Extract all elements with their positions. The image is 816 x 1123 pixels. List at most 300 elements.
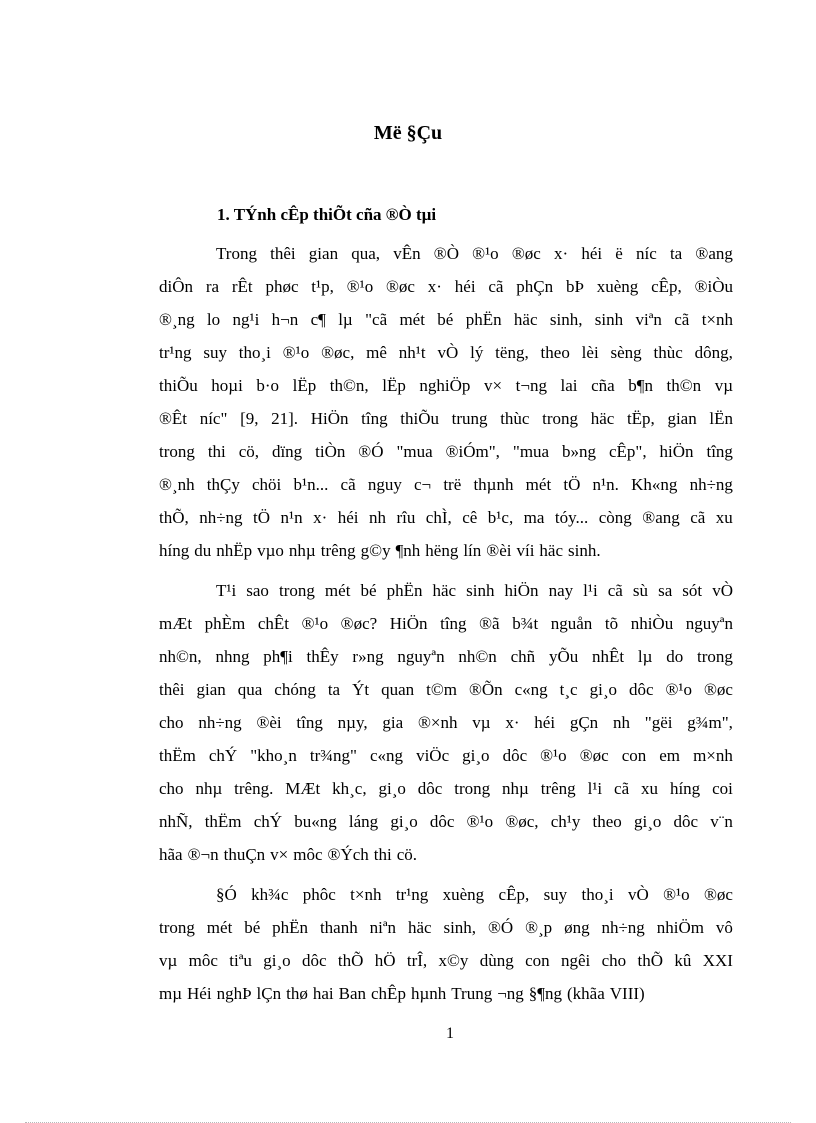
word: vÒ: [712, 581, 733, 600]
word: ®¹o: [665, 680, 693, 699]
word: cê: [462, 508, 478, 527]
word: lín: [463, 541, 482, 560]
paragraph: [159, 878, 733, 1010]
word: vÒ: [437, 343, 459, 362]
word: tõ: [604, 614, 619, 633]
word: ma: [523, 508, 545, 527]
word: gi¸o: [633, 812, 662, 831]
word: lai: [560, 376, 578, 395]
word: nhËp: [216, 541, 253, 560]
word: ®øc: [579, 746, 609, 765]
word: chÝ: [208, 746, 238, 765]
word: qua: [237, 680, 263, 699]
word: nhµ: [502, 779, 529, 798]
word: hµnh: [410, 984, 447, 1003]
paragraph-line: [159, 435, 733, 468]
word: nhng: [215, 647, 250, 666]
word: h¬n: [271, 310, 299, 329]
word: nguyªn: [397, 647, 445, 666]
paragraph-line: [159, 402, 733, 435]
word: coi: [712, 779, 733, 798]
word: thiÕu: [400, 409, 439, 428]
word: ®øc,: [505, 812, 539, 831]
word: viªn: [635, 310, 662, 329]
word: mét: [324, 581, 351, 600]
word: chÊp: [371, 984, 406, 1003]
word: hiÖn: [659, 442, 694, 461]
word: lÇn: [256, 984, 282, 1003]
word: cÊp,: [651, 277, 682, 296]
word: "kho¸n: [250, 746, 297, 765]
word: b»ng: [562, 442, 597, 461]
word: vÒ: [627, 885, 649, 904]
word: gian: [667, 409, 697, 428]
word: gi¸o: [390, 812, 418, 831]
paragraph-line: [159, 270, 733, 303]
word: ¬ng: [497, 984, 524, 1003]
word: cö.: [396, 845, 418, 864]
word: ®¸p: [525, 918, 553, 937]
word: ®¹o: [472, 244, 499, 263]
word: tiªu: [229, 951, 252, 970]
word: dôc: [502, 746, 528, 765]
word: nhµ: [288, 541, 316, 560]
word: v¨n: [710, 812, 733, 831]
word: nh: [612, 713, 630, 732]
word: c«ng: [514, 680, 548, 699]
word: thµnh: [473, 475, 514, 494]
word: l¹i: [583, 581, 598, 600]
paragraph-line: [159, 706, 733, 739]
word: héi: [337, 508, 359, 527]
word: ®èi: [486, 541, 512, 560]
word: nhiÒu: [630, 614, 674, 633]
word: cã: [488, 277, 504, 296]
word: do: [666, 647, 684, 666]
word: vµ: [159, 951, 178, 970]
word: cÊp,: [498, 885, 530, 904]
word: ®Ó: [358, 442, 384, 461]
word: chÊt: [257, 614, 289, 633]
word: héi: [534, 713, 556, 732]
word: dôc: [628, 680, 654, 699]
word: nµy,: [337, 713, 368, 732]
word: ë: [615, 244, 623, 263]
word: "cã: [365, 310, 388, 329]
word: em: [659, 746, 681, 765]
word: b¹c,: [487, 508, 514, 527]
word: gi¸o: [462, 746, 490, 765]
word: HiÖn: [310, 409, 349, 428]
word: T¹i: [216, 581, 237, 600]
word: b·o: [256, 376, 280, 395]
word: l¹i: [587, 779, 603, 798]
paragraph-line: [159, 640, 733, 673]
word: mÆt: [159, 614, 193, 633]
word: nhÑ,: [159, 812, 193, 831]
word: níc": [199, 409, 228, 428]
word: lý: [470, 343, 484, 362]
word: x·: [505, 713, 520, 732]
word: x·: [553, 244, 569, 263]
word: lËn: [709, 409, 733, 428]
paragraph-line: [159, 336, 733, 369]
word: "mua: [396, 442, 433, 461]
word: vô: [715, 918, 733, 937]
word: ®Ò: [433, 244, 459, 263]
word: t¸c: [559, 680, 578, 699]
word: ®¹o: [282, 343, 310, 362]
word: [9,: [240, 409, 259, 428]
word: dôc: [673, 812, 699, 831]
word: ®×nh: [417, 713, 458, 732]
word: trung: [451, 409, 488, 428]
word: thuÇn: [223, 845, 266, 864]
word: ra: [205, 277, 220, 296]
word: bé: [437, 310, 454, 329]
word: ngêi: [560, 951, 591, 970]
word: du: [194, 541, 212, 560]
word: vÊn: [393, 244, 421, 263]
word: mµ: [159, 984, 183, 1003]
paragraph: [159, 237, 733, 567]
word: cho: [159, 779, 184, 798]
word: gi¸o: [589, 680, 617, 699]
word: phôc: [302, 885, 336, 904]
word: trong: [454, 779, 491, 798]
word: phÈm: [204, 614, 246, 633]
word: trong: [278, 581, 315, 600]
word: x©y: [438, 951, 469, 970]
word: cña: [591, 376, 615, 395]
word: níc: [636, 244, 657, 263]
word: ®øc: [386, 277, 415, 296]
word: gia: [382, 713, 404, 732]
word: mét: [525, 475, 552, 494]
word: quan: [381, 680, 415, 699]
word: Héi: [187, 984, 212, 1003]
word: XXI: [702, 951, 733, 970]
word: còng: [598, 508, 632, 527]
word: trong: [697, 647, 733, 666]
word: VIII): [609, 984, 645, 1003]
word: kû: [674, 951, 692, 970]
word: ®øc: [511, 244, 541, 263]
word: häc: [539, 541, 564, 560]
word: v×: [270, 845, 289, 864]
word: sinh,: [443, 918, 477, 937]
word: héi: [454, 277, 476, 296]
word: ph¶i: [263, 647, 293, 666]
word: th©n: [666, 376, 702, 395]
word: theo: [592, 812, 622, 831]
word: lËp: [292, 376, 317, 395]
word: trong: [542, 409, 579, 428]
word: t©m: [426, 680, 457, 699]
word: cã: [674, 310, 690, 329]
word: b¶n: [628, 376, 653, 395]
word: ®iÓm",: [445, 442, 500, 461]
word: §Ó: [216, 885, 237, 904]
word: tr¹ng: [159, 343, 192, 362]
word: kh¸c,: [332, 779, 367, 798]
word: trong: [159, 442, 195, 461]
word: cã: [614, 779, 630, 798]
word: gian: [196, 680, 226, 699]
word: tho¸i: [581, 885, 614, 904]
word: thÊy: [306, 647, 339, 666]
word: gÇn: [569, 713, 599, 732]
paragraph-line: [159, 468, 733, 501]
word: tÖ: [253, 508, 271, 527]
word: "mua: [512, 442, 550, 461]
word: mét: [206, 918, 233, 937]
word: rÊt: [231, 277, 253, 296]
word: ®øc?: [340, 614, 378, 633]
word: tho¸i: [238, 343, 271, 362]
word: HiÖn: [389, 614, 428, 633]
word: tîng: [440, 614, 467, 633]
paragraph-line: [159, 501, 733, 534]
word: yÕu: [548, 647, 579, 666]
word: sinh: [594, 310, 624, 329]
word: thêi: [270, 244, 296, 263]
word: cho: [601, 951, 627, 970]
paragraph-line: [159, 805, 733, 838]
word: gi¸o: [263, 951, 291, 970]
paragraph-line: [159, 977, 733, 1010]
word: thi: [373, 845, 392, 864]
word: bÞ: [565, 277, 584, 296]
paragraph: [159, 574, 733, 871]
word: cã: [690, 508, 706, 527]
page-number: 1: [446, 1025, 454, 1042]
word: suy: [203, 343, 227, 362]
word: ®ang: [695, 244, 733, 263]
word: viÖc: [416, 746, 450, 765]
word: häc: [513, 310, 538, 329]
word: ®Ó: [487, 918, 514, 937]
word: con: [621, 746, 647, 765]
word: mê: [366, 343, 387, 362]
word: Trong: [216, 244, 257, 263]
word: ®¹o: [663, 885, 690, 904]
word: sao: [246, 581, 269, 600]
word: kh¾c: [251, 885, 289, 904]
word: m×nh: [693, 746, 733, 765]
word: ta: [669, 244, 683, 263]
word: ®¹o: [346, 277, 374, 296]
word: thø: [286, 984, 308, 1003]
paragraph-line: [159, 739, 733, 772]
word: thiÕu: [159, 376, 198, 395]
word: hoµi: [211, 376, 243, 395]
word: láng: [348, 812, 379, 831]
word: th©n,: [329, 376, 369, 395]
word: ¶nh: [395, 541, 421, 560]
word: qua,: [351, 244, 381, 263]
word: sinh.: [568, 541, 601, 560]
word: híng: [669, 779, 701, 798]
word: thÇy: [206, 475, 240, 494]
word: theo: [540, 343, 570, 362]
word: lËp: [382, 376, 406, 395]
section-heading: 1. TÝnh cÊp thiÕt cña ®Ò tµi: [217, 205, 437, 224]
word: trêng.: [234, 779, 274, 798]
word: ®øc: [703, 885, 733, 904]
word: nghÞ: [216, 984, 252, 1003]
word: tóy...: [554, 508, 589, 527]
word: Kh«ng: [631, 475, 678, 494]
word: thanh: [319, 918, 358, 937]
word: ng¹i: [232, 310, 260, 329]
paragraph-line: [159, 911, 733, 944]
word: cÊp",: [608, 442, 647, 461]
word: tËp,: [626, 409, 655, 428]
word: con: [525, 951, 550, 970]
word: nh÷ng: [199, 508, 243, 527]
word: bé: [244, 918, 261, 937]
word: thêi: [159, 680, 185, 699]
word: phËn: [465, 310, 502, 329]
word: ®Êt: [159, 409, 188, 428]
word: vµo: [257, 541, 284, 560]
word: mét: [399, 310, 425, 329]
word: t¬ng: [515, 376, 547, 395]
word: ®¸nh: [159, 475, 195, 494]
word: hãa: [159, 845, 183, 864]
word: xuèng: [442, 885, 485, 904]
word: lµ: [637, 647, 653, 666]
word: g©y: [360, 541, 391, 560]
word: sót: [682, 581, 703, 600]
paragraph-line: [159, 838, 733, 871]
word: phÇn: [516, 277, 554, 296]
word: thËm: [159, 746, 196, 765]
word: §¶ng: [528, 984, 562, 1003]
word: chñ: [510, 647, 536, 666]
word: dùng: [479, 951, 514, 970]
word: nhÊt: [592, 647, 625, 666]
word: nh¹t: [398, 343, 426, 362]
word: dôc: [429, 812, 455, 831]
word: c«ng: [369, 746, 404, 765]
word: thi: [207, 442, 226, 461]
word: thÕ,: [159, 508, 189, 527]
word: b¹n...: [293, 475, 329, 494]
paragraph-gap: [159, 871, 733, 878]
body-text: [159, 237, 733, 1010]
word: trong: [159, 918, 195, 937]
word: x·: [427, 277, 442, 296]
word: nghiÖp: [419, 376, 471, 395]
word: t×nh: [701, 310, 733, 329]
word: ®ang: [642, 508, 680, 527]
word: tîng: [706, 442, 733, 461]
paragraph-line: [159, 369, 733, 402]
word: dông,: [694, 343, 733, 362]
word: dïng: [271, 442, 303, 461]
word: nh÷ng: [601, 918, 645, 937]
paragraph-line: [159, 574, 733, 607]
word: "gëi: [644, 713, 673, 732]
word: nh÷ng: [198, 713, 242, 732]
word: häc: [590, 409, 615, 428]
word: thùc: [500, 409, 530, 428]
word: trë: [443, 475, 462, 494]
word: sinh,: [549, 310, 583, 329]
word: cho: [159, 713, 184, 732]
paragraph-line: [159, 237, 733, 270]
word: lèi: [581, 343, 599, 362]
word: chÌ,: [425, 508, 452, 527]
word: thÕ: [637, 951, 663, 970]
paragraph-line: [159, 772, 733, 805]
word: ®Õn: [468, 680, 503, 699]
word: phËn: [386, 581, 423, 600]
word: nh©n,: [159, 647, 202, 666]
paragraph-line: [159, 303, 733, 336]
paragraph-line: [159, 607, 733, 640]
word: v×: [483, 376, 503, 395]
word: cã: [607, 581, 623, 600]
word: (khãa: [567, 984, 605, 1003]
word: chóng: [274, 680, 316, 699]
word: rîu: [396, 508, 416, 527]
word: hai: [312, 984, 334, 1003]
word: bu«ng: [294, 812, 337, 831]
word: Ban: [338, 984, 367, 1003]
word: dôc: [417, 779, 443, 798]
word: häc: [432, 581, 457, 600]
word: c¶: [310, 310, 326, 329]
word: gian: [308, 244, 339, 263]
word: tiÒn: [315, 442, 346, 461]
word: hiÖn: [504, 581, 539, 600]
page-title: Më §Çu: [373, 122, 443, 144]
word: tëng,: [495, 343, 529, 362]
word: tîng: [296, 713, 323, 732]
word: nguy: [367, 475, 402, 494]
word: n¹n: [280, 508, 303, 527]
word: ®¬n: [187, 845, 219, 864]
word: tîng: [361, 409, 388, 428]
paragraph-line: [159, 944, 733, 977]
word: héi: [581, 244, 603, 263]
word: trêng: [540, 779, 576, 798]
word: ®¹o: [466, 812, 494, 831]
word: môc: [293, 845, 323, 864]
word: cö,: [238, 442, 260, 461]
word: Ýt: [352, 680, 370, 699]
word: sèng: [610, 343, 642, 362]
word: tr¹ng: [395, 885, 429, 904]
word: ®iÒu: [694, 277, 733, 296]
word: môc: [188, 951, 218, 970]
paragraph-gap: [159, 567, 733, 574]
word: nh÷ng: [689, 475, 733, 494]
word: ®øc,: [321, 343, 355, 362]
paragraph-line: [159, 534, 733, 567]
word: híng: [159, 541, 190, 560]
word: trêng: [320, 541, 356, 560]
word: suy: [543, 885, 568, 904]
word: nh©n: [458, 647, 497, 666]
word: hÖ: [374, 951, 396, 970]
word: lµ: [338, 310, 353, 329]
word: phËn: [272, 918, 309, 937]
word: xuèng: [596, 277, 639, 296]
